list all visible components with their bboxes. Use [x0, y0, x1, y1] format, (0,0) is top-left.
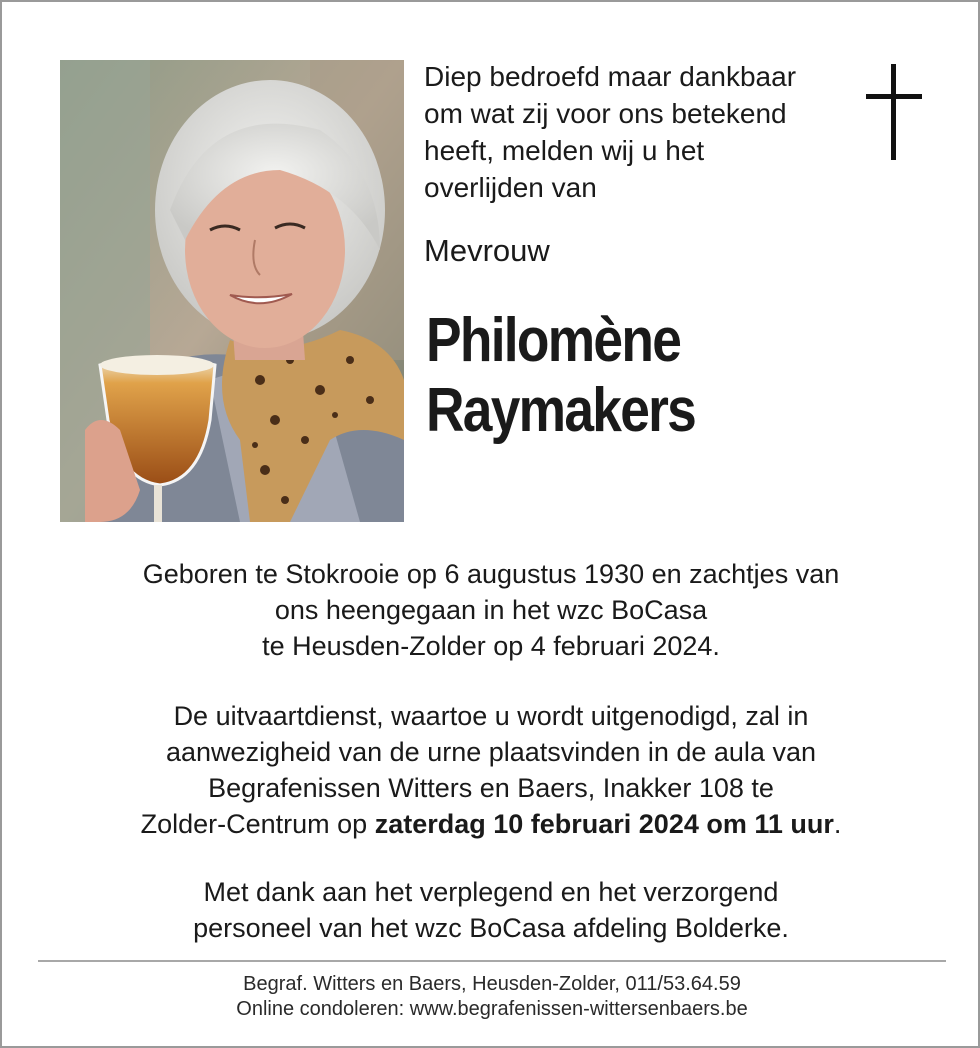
salutation: Mevrouw [424, 233, 550, 268]
intro-line: heeft, melden wij u het [424, 135, 705, 166]
intro-line: om wat zij voor ons betekend [424, 98, 787, 129]
intro-line: overlijden van [424, 172, 597, 203]
paragraph-line: personeel van het wzc BoCasa afdeling Bolderke. [193, 913, 789, 943]
intro-line: Diep bedroefd maar dankbaar [424, 61, 797, 92]
paragraph-line: Begrafenissen Witters en Baers, Inakker 108 te [208, 773, 774, 803]
deceased-name [426, 306, 695, 446]
intro-text [424, 58, 854, 206]
paragraph-line: Geboren te Stokrooie op 6 augustus 1930 en zachtjes van [142, 559, 840, 589]
funeral-location-prefix: Zolder-Centrum op [140, 809, 375, 839]
footer [38, 972, 946, 1022]
portrait-illustration [60, 60, 404, 522]
paragraph-line: ons heengegaan in het wzc BoCasa [274, 595, 708, 625]
paragraph-line-last [38, 806, 944, 842]
funeral-paragraph [38, 698, 944, 842]
paragraph-line: De uitvaartdienst, waartoe u wordt uitgenodigd, zal in [173, 701, 809, 731]
paragraph-line: aanwezigheid van de urne plaatsvinden in de aula van [166, 737, 816, 767]
paragraph-line: te Heusden-Zolder op 4 februari 2024. [262, 631, 720, 661]
last-name: Raymakers [426, 376, 696, 445]
online-condolence-link[interactable]: Online condoleren: www.begrafenissen-wittersenbaers.be [236, 998, 748, 1020]
funeral-home-address: Begraf. Witters en Baers, Heusden-Zolder, 011/53.64.59 [243, 973, 741, 995]
portrait-photo [60, 60, 404, 522]
thanks-paragraph [38, 874, 944, 946]
birth-death-paragraph [38, 556, 944, 664]
cross-icon [866, 64, 922, 160]
first-name: Philomène [426, 306, 681, 375]
funeral-suffix: . [833, 809, 842, 839]
divider [38, 960, 946, 962]
paragraph-line: Met dank aan het verplegend en het verzorgend [203, 877, 779, 907]
funeral-date-time: zaterdag 10 februari 2024 om 11 uur [374, 809, 834, 839]
